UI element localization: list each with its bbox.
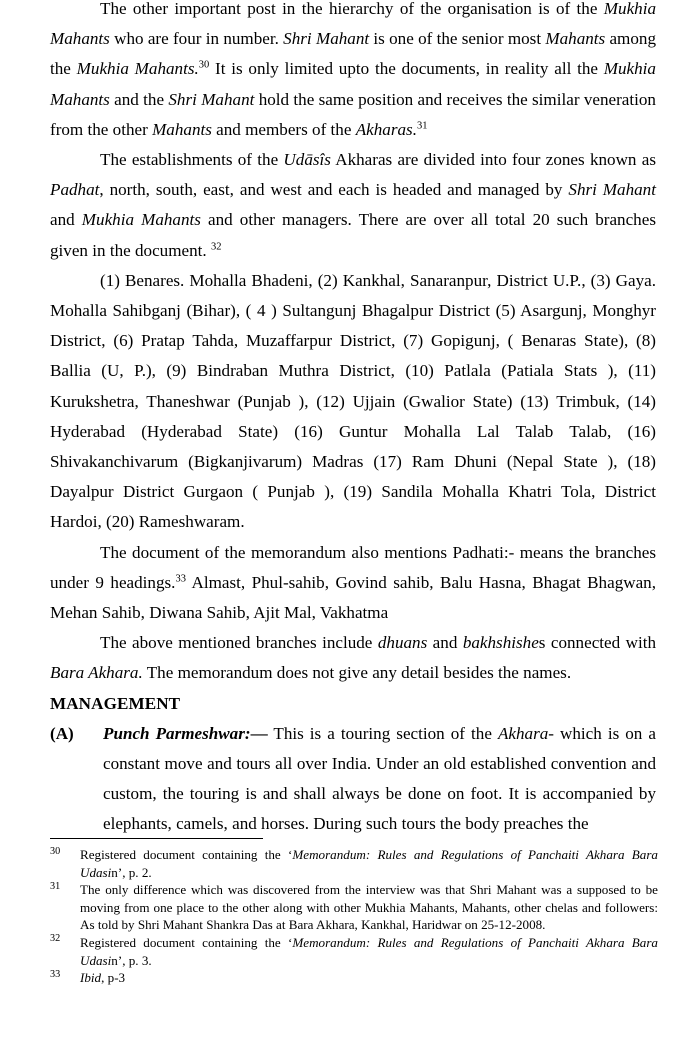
footnote-text bbox=[80, 882, 658, 932]
italic-run: Ibid bbox=[80, 970, 102, 986]
footnote-separator-rule bbox=[50, 838, 263, 839]
footnote-number: 33 bbox=[50, 968, 61, 980]
italic-run: bakhshishe bbox=[462, 633, 539, 653]
text-run: (1) Benares. Mohalla Bhadeni, (2) Kankhal, Sanaranpur, District U.P., (3) Gaya. Mohalla Sahibganj (Bihar), ( 4 ) Sultangunj Bhagalpur District (5) Asargunj, Monghyr District, (6) Pratap Tahda, Muzaffarpur District, (7) Gopigunj, ( Benaras State), (8) Ballia (U, P.), (9) Bindraban Muthra District, (10) Patlala (Patiala Stats ), (11) Kurukshetra, Thaneshwar (Punjab ), (12) Ujjain (Gwalior State) (13) Trimbuk, (14) Hyderabad (Hyderabad State) (16) Guntur Mohalla Lal Talab Talab, (16) Shivakanchivarum (Bigkanjivarum) Madras (17) Ram Dhuni (Nepal State ), (18) Dayalpur District Gurgaon ( Punjab ), (19) Sandila Mohalla Khatri Tola, District Hardoi, (20) Rameshwaram. bbox=[50, 270, 656, 532]
paragraph-padhati bbox=[50, 538, 656, 629]
paragraph-branch-list bbox=[50, 266, 656, 538]
text-run: The only difference which was discovered from the interview was that Shri Mahant was a supposed to be moving from one place to the other along with other Mukhia Mahants, Mahants, other chelas and followers: As told by Shri Mahant Shankra Das at Bara Akhara, Kankhal, Haridwar on 25-12-2008. bbox=[80, 882, 658, 933]
text-run: who are four in number. bbox=[109, 29, 284, 49]
text-run: This is a touring section of the bbox=[267, 723, 498, 743]
italic-run: Shri Mahant bbox=[168, 89, 255, 109]
text-run: and members of the bbox=[211, 119, 356, 139]
italic-run: dhuans bbox=[377, 633, 428, 653]
italic-run: Mukhia Mahants. bbox=[76, 59, 199, 79]
footnote-number: 31 bbox=[50, 880, 61, 892]
italic-run: Akhara bbox=[497, 723, 549, 743]
italic-run: Mukhia Mahants bbox=[50, 0, 656, 49]
italic-run: Bara Akhara. bbox=[50, 663, 143, 683]
text-run: s connected with bbox=[538, 633, 656, 653]
footnote-number: 32 bbox=[50, 933, 61, 945]
text-run: The establishments of the bbox=[100, 150, 284, 170]
text-run: , p-3 bbox=[101, 970, 126, 986]
footnote-text bbox=[80, 847, 658, 880]
em-dash: — bbox=[250, 723, 268, 743]
footnote-reference: 33 bbox=[175, 573, 186, 585]
text-run: Registered document containing the ‘ bbox=[80, 847, 293, 862]
section-heading-management: MANAGEMENT bbox=[50, 693, 181, 713]
footnote-reference: 31 bbox=[416, 120, 428, 132]
text-run: n’, p. 3. bbox=[111, 952, 152, 968]
footnote-reference: 32 bbox=[210, 241, 222, 253]
text-run: among the bbox=[50, 29, 656, 79]
text-run: and other managers. There are over all total 20 such branches given in the document. bbox=[50, 210, 656, 260]
text-run: and bbox=[427, 633, 463, 653]
text-run: n’, p. 2. bbox=[111, 864, 152, 880]
italic-run: Mukhia Mahants bbox=[81, 210, 201, 230]
text-run: Almast, Phul-sahib, Govind sahib, Balu Hasna, Bhagat Bhagwan, Mehan Sahib, Diwana Sahib, Ajit Mal, Vakhatma bbox=[50, 572, 656, 623]
text-run: The above mentioned branches include bbox=[100, 633, 378, 653]
italic-run: Memorandum: Rules and Regulations of Panchaiti Akhara Bara Udasi bbox=[80, 847, 658, 880]
italic-run: Mukhia Mahants bbox=[50, 59, 656, 109]
footnote-reference: 30 bbox=[198, 59, 210, 71]
text-run: It is only limited upto the documents, in reality all the bbox=[209, 59, 604, 79]
footnotes-section bbox=[50, 838, 658, 987]
text-run: Registered document containing the ‘ bbox=[80, 934, 293, 950]
footnote-number: 30 bbox=[50, 845, 61, 857]
footnote-item bbox=[50, 846, 658, 881]
text-run: The other important post in the hierarchy of the organisation is of the bbox=[100, 0, 604, 18]
footnote-item bbox=[50, 881, 658, 934]
text-run: Akharas are divided into four zones known as bbox=[330, 150, 656, 170]
italic-run: Shri Mahant bbox=[568, 180, 656, 200]
italic-run: Akharas. bbox=[355, 119, 417, 139]
footnote-text bbox=[80, 935, 658, 968]
text-run: hold the same position and receives the similar veneration from the other bbox=[50, 89, 656, 139]
lead-term: Punch Parmeshwar: bbox=[103, 723, 251, 743]
italic-run: Mahants bbox=[152, 119, 212, 139]
text-run: The memorandum does not give any detail besides the names. bbox=[142, 663, 572, 683]
footnote-item bbox=[50, 934, 658, 969]
italic-run: Padhat bbox=[50, 180, 100, 200]
footnote-item bbox=[50, 969, 658, 987]
text-run: is one of the senior most bbox=[369, 29, 546, 49]
italic-run: Memorandum: Rules and Regulations of Panchaiti Akhara Bara Udasi bbox=[80, 934, 658, 968]
text-run: , north, south, east, and west and each is headed and managed by bbox=[99, 180, 569, 200]
footnote-text bbox=[80, 970, 125, 985]
text-run: and bbox=[50, 210, 82, 230]
paragraph-establishments bbox=[50, 145, 656, 266]
footnote-list bbox=[50, 846, 658, 987]
item-marker-a: (A) bbox=[50, 723, 74, 743]
text-run: and the bbox=[109, 89, 169, 109]
lettered-item-body bbox=[103, 724, 656, 834]
paragraph-hierarchy bbox=[50, 0, 656, 145]
italic-run: Mahants bbox=[545, 29, 606, 49]
lettered-item-a bbox=[50, 719, 656, 840]
text-run: - which is on a constant move and tours all over India. Under an old established convention and custom, the touring is and shall always be done on foot. It is accompanied by elephants, camels, and horses. During such tours the body preaches the bbox=[103, 723, 656, 834]
text-run: The document of the memorandum also mentions Padhati:- means the branches under 9 headings. bbox=[50, 542, 656, 592]
body-text-area bbox=[50, 0, 656, 840]
paragraph-dhuans bbox=[50, 628, 656, 688]
italic-run: Shri Mahant bbox=[283, 29, 370, 49]
italic-run: Udāsîs bbox=[283, 150, 331, 170]
